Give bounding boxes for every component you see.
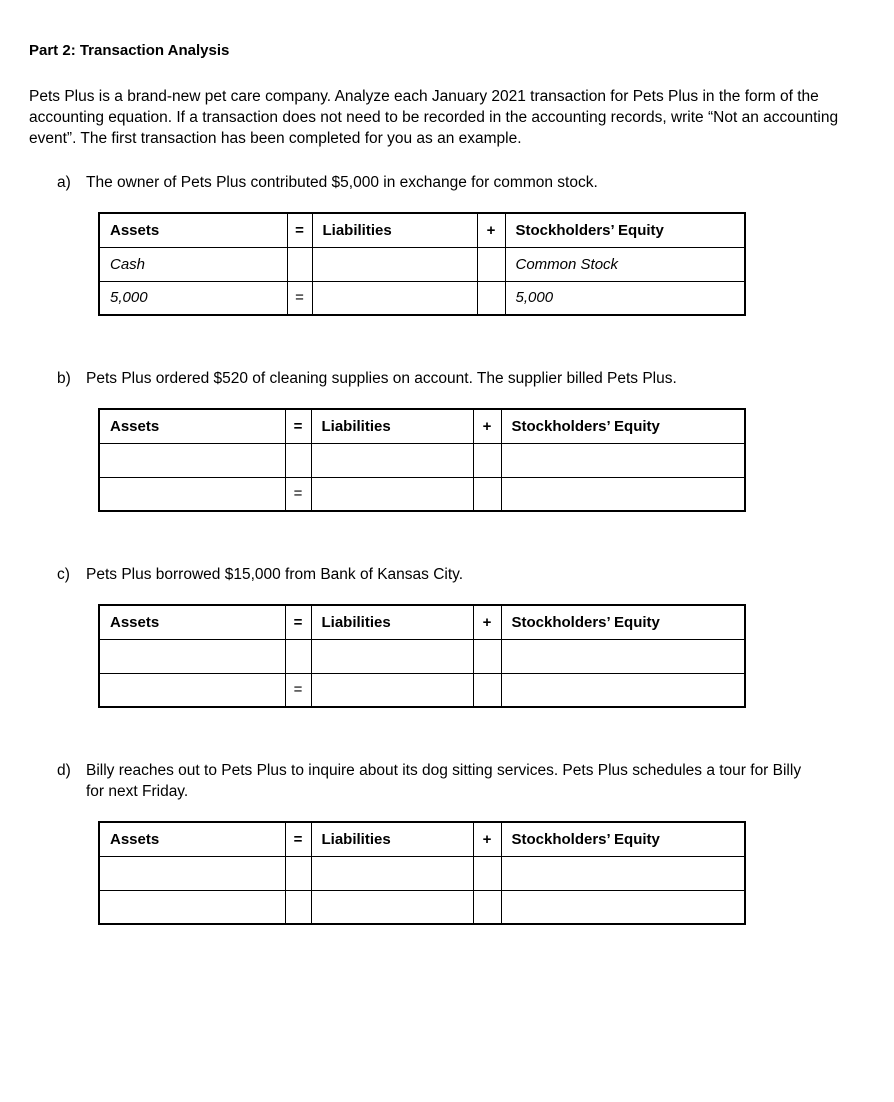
equals-sign: = [287,281,312,315]
equals-blank-cell [285,890,311,924]
equals-sign: = [285,822,311,856]
equity-account-cell[interactable] [501,639,745,673]
question-text: The owner of Pets Plus contributed $5,000 in exchange for common stock. [86,174,598,191]
equals-blank-cell [287,247,312,281]
plus-sign: + [477,213,505,247]
assets-account-cell[interactable] [99,443,285,477]
equals-blank-cell [285,856,311,890]
liabilities-header: Liabilities [311,822,473,856]
assets-account-cell[interactable]: Cash [99,247,287,281]
plus-sign: + [473,605,501,639]
assets-account-cell[interactable] [99,856,285,890]
assets-amount-cell[interactable] [99,477,285,511]
liabilities-account-cell[interactable] [312,247,477,281]
question-text-line-2: for next Friday. [86,783,189,800]
equation-table-c [98,604,746,708]
assets-header: Assets [99,213,287,247]
equity-header: Stockholders’ Equity [501,409,745,443]
question-b [57,368,857,390]
question-text: Pets Plus ordered $520 of cleaning supplies on account. The supplier billed Pets Plus. [86,370,677,387]
equity-amount-cell[interactable]: 5,000 [505,281,745,315]
equity-amount-cell[interactable] [501,673,745,707]
question-letter: d) [57,762,71,779]
equity-header: Stockholders’ Equity [501,822,745,856]
assets-account-cell[interactable] [99,639,285,673]
plus-blank-cell [473,443,501,477]
assets-header: Assets [99,605,285,639]
equation-table-d [98,821,746,925]
equation-table-b [98,408,746,512]
liabilities-header: Liabilities [311,409,473,443]
assets-amount-cell[interactable] [99,890,285,924]
liabilities-account-cell[interactable] [311,856,473,890]
plus-blank-cell [477,247,505,281]
question-text: Pets Plus borrowed $15,000 from Bank of Kansas City. [86,566,464,583]
equals-sign: = [287,213,312,247]
plus-blank-cell [477,281,505,315]
plus-blank-cell [473,673,501,707]
equity-account-cell[interactable] [501,856,745,890]
assets-amount-cell[interactable] [99,673,285,707]
liabilities-amount-cell[interactable] [312,281,477,315]
page-title: Part 2: Transaction Analysis [29,42,230,59]
liabilities-account-cell[interactable] [311,639,473,673]
question-text-line-1: Billy reaches out to Pets Plus to inquire about its dog sitting services. Pets Plus schedules a tour for Billy [86,762,802,779]
equals-sign: = [285,673,311,707]
liabilities-header: Liabilities [312,213,477,247]
question-a [57,172,857,194]
equity-amount-cell[interactable] [501,477,745,511]
assets-amount-cell[interactable]: 5,000 [99,281,287,315]
question-letter: a) [57,174,71,191]
liabilities-amount-cell[interactable] [311,477,473,511]
equity-account-cell[interactable] [501,443,745,477]
question-letter: c) [57,566,70,583]
assets-header: Assets [99,822,285,856]
equity-header: Stockholders’ Equity [501,605,745,639]
liabilities-amount-cell[interactable] [311,673,473,707]
equity-amount-cell[interactable] [501,890,745,924]
equity-account-cell[interactable]: Common Stock [505,247,745,281]
equals-sign: = [285,605,311,639]
plus-sign: + [473,409,501,443]
plus-blank-cell [473,890,501,924]
equals-sign: = [285,477,311,511]
equals-sign: = [285,409,311,443]
question-letter: b) [57,370,71,387]
liabilities-amount-cell[interactable] [311,890,473,924]
plus-blank-cell [473,856,501,890]
plus-sign: + [473,822,501,856]
equals-blank-cell [285,639,311,673]
equity-header: Stockholders’ Equity [505,213,745,247]
equals-blank-cell [285,443,311,477]
intro-paragraph: Pets Plus is a brand-new pet care company. Analyze each January 2021 transaction for Pets Plus in the form of the accounting equation. If a transaction does not need to be recorded in the accounting records, write “Not an accounting event”. The first transaction has been completed for you as an example. [29,88,839,147]
question-c [57,564,857,586]
plus-blank-cell [473,477,501,511]
assets-header: Assets [99,409,285,443]
liabilities-account-cell[interactable] [311,443,473,477]
plus-blank-cell [473,639,501,673]
liabilities-header: Liabilities [311,605,473,639]
equation-table-a [98,212,746,316]
question-d [57,760,877,804]
